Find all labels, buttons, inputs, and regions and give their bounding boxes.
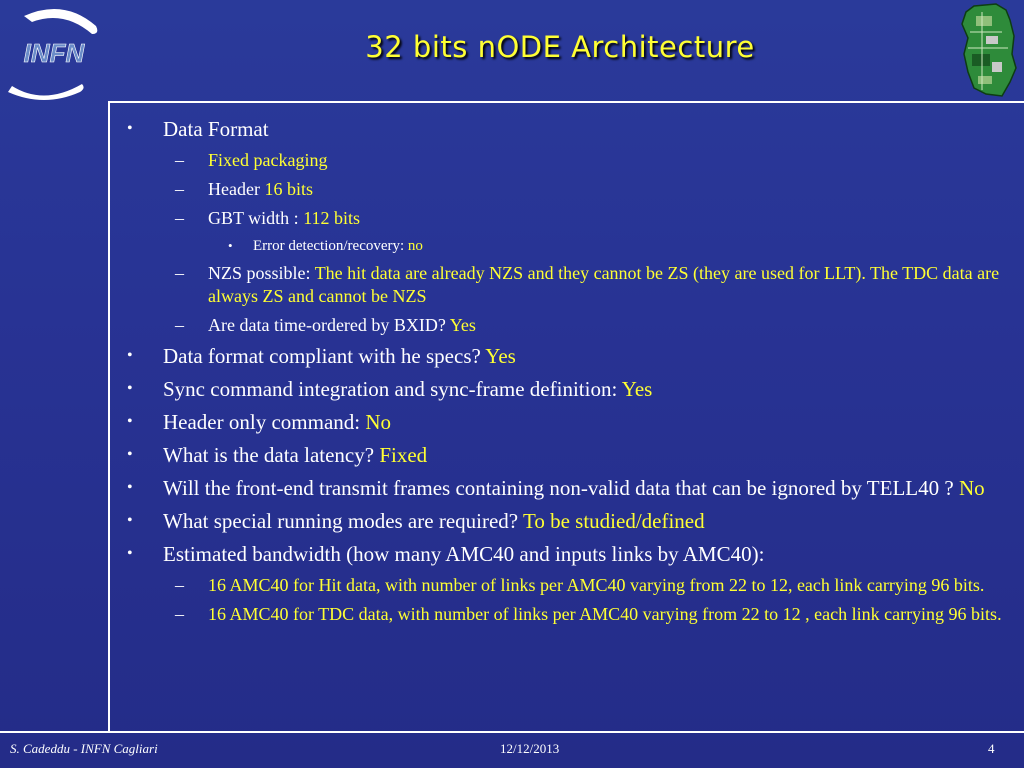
dot-bullet-icon: • [127, 413, 133, 430]
dot-bullet-icon: • [127, 479, 133, 496]
bullet-highlight: No [365, 410, 392, 434]
sardinia-map-icon [956, 2, 1018, 98]
dash-bullet-icon: – [175, 315, 184, 335]
bullet-item-level-2 [125, 207, 1005, 230]
bullet-text: Estimated bandwidth (how many AMC40 and inputs links by AMC40): [163, 542, 765, 566]
dot-bullet-icon: • [127, 545, 133, 562]
bullet-highlight: 16 bits [264, 179, 313, 199]
footer-divider [0, 731, 1024, 733]
footer-page-number: 4 [988, 741, 995, 756]
dash-bullet-icon: – [175, 263, 184, 283]
dot-bullet-icon: • [127, 347, 133, 364]
bullet-item-level-1 [125, 541, 1005, 567]
bullet-highlight: 112 bits [303, 208, 361, 228]
bullet-text: What special running modes are required? [163, 509, 523, 533]
bullet-highlight: Yes [485, 344, 516, 368]
bullet-item-level-2 [125, 149, 1005, 172]
bullet-text: GBT width : [208, 208, 304, 228]
bullet-highlight: 16 AMC40 for TDC data, with number of links per AMC40 varying from 22 to 12 , each link carrying 96 bits. [208, 604, 1002, 624]
bullet-item-level-2 [125, 314, 1005, 337]
bullet-text: Data format compliant with he specs? [163, 344, 486, 368]
bullet-highlight: Fixed packaging [208, 150, 328, 170]
bullet-item-level-1 [125, 442, 1005, 468]
left-divider [108, 101, 110, 731]
infn-logo [4, 4, 104, 100]
footer-author: S. Cadeddu - INFN Cagliari [10, 741, 158, 756]
bullet-item-level-1 [125, 508, 1005, 534]
title-divider [110, 101, 1024, 103]
bullet-highlight: no [407, 238, 423, 254]
bullet-item-level-1 [125, 343, 1005, 369]
bullet-highlight: Yes [449, 315, 476, 335]
bullet-text: Data Format [163, 117, 269, 141]
bullet-text: Will the front-end transmit frames containing non-valid data that can be ignored by TELL40 ? [163, 476, 959, 500]
bullet-highlight: 16 AMC40 for Hit data, with number of links per AMC40 varying from 22 to 12, each link carrying 96 bits. [208, 575, 985, 595]
dash-bullet-icon: – [175, 179, 184, 199]
bullet-item-level-1 [125, 409, 1005, 435]
dot-bullet-icon: • [127, 512, 133, 529]
dot-bullet-icon: • [127, 380, 133, 397]
bullet-item-level-3 [125, 236, 1005, 256]
bullet-item-level-1 [125, 116, 1005, 142]
bullet-highlight: To be studied/defined [522, 509, 705, 533]
bullet-text: Header [208, 179, 265, 199]
dash-bullet-icon: – [175, 208, 184, 228]
bullet-item-level-2 [125, 603, 1005, 626]
footer-date: 12/12/2013 [500, 741, 560, 756]
bullet-item-level-2 [125, 574, 1005, 597]
slide-content [125, 116, 1005, 632]
bullet-text: Error detection/recovery: [253, 238, 408, 254]
bullet-text: What is the data latency? [163, 443, 380, 467]
bullet-highlight: No [958, 476, 985, 500]
dash-bullet-icon: – [175, 150, 184, 170]
dash-bullet-icon: – [175, 575, 184, 595]
dot-bullet-icon: • [127, 120, 133, 137]
bullet-highlight: Yes [621, 377, 653, 401]
bullet-text: Are data time-ordered by BXID? [208, 315, 450, 335]
bullet-item-level-2 [125, 262, 1005, 308]
bullet-text: Header only command: [163, 410, 366, 434]
bullet-highlight: The hit data are already NZS and they cannot be ZS (they are used for LLT). The TDC data are always ZS and cannot be NZS [208, 263, 1000, 306]
bullet-item-level-1 [125, 376, 1005, 402]
dash-bullet-icon: – [175, 604, 184, 624]
bullet-text: Sync command integration and sync-frame definition: [163, 377, 622, 401]
logo-text: INFN [23, 38, 85, 68]
bullet-text: NZS possible: [208, 263, 315, 283]
bullet-item-level-1 [125, 475, 1005, 501]
slide-title: 32 bits nODE Architecture [365, 30, 755, 64]
bullet-highlight: Fixed [379, 443, 428, 467]
bullet-item-level-2 [125, 178, 1005, 201]
dot-bullet-icon: • [228, 238, 233, 253]
dot-bullet-icon: • [127, 446, 133, 463]
